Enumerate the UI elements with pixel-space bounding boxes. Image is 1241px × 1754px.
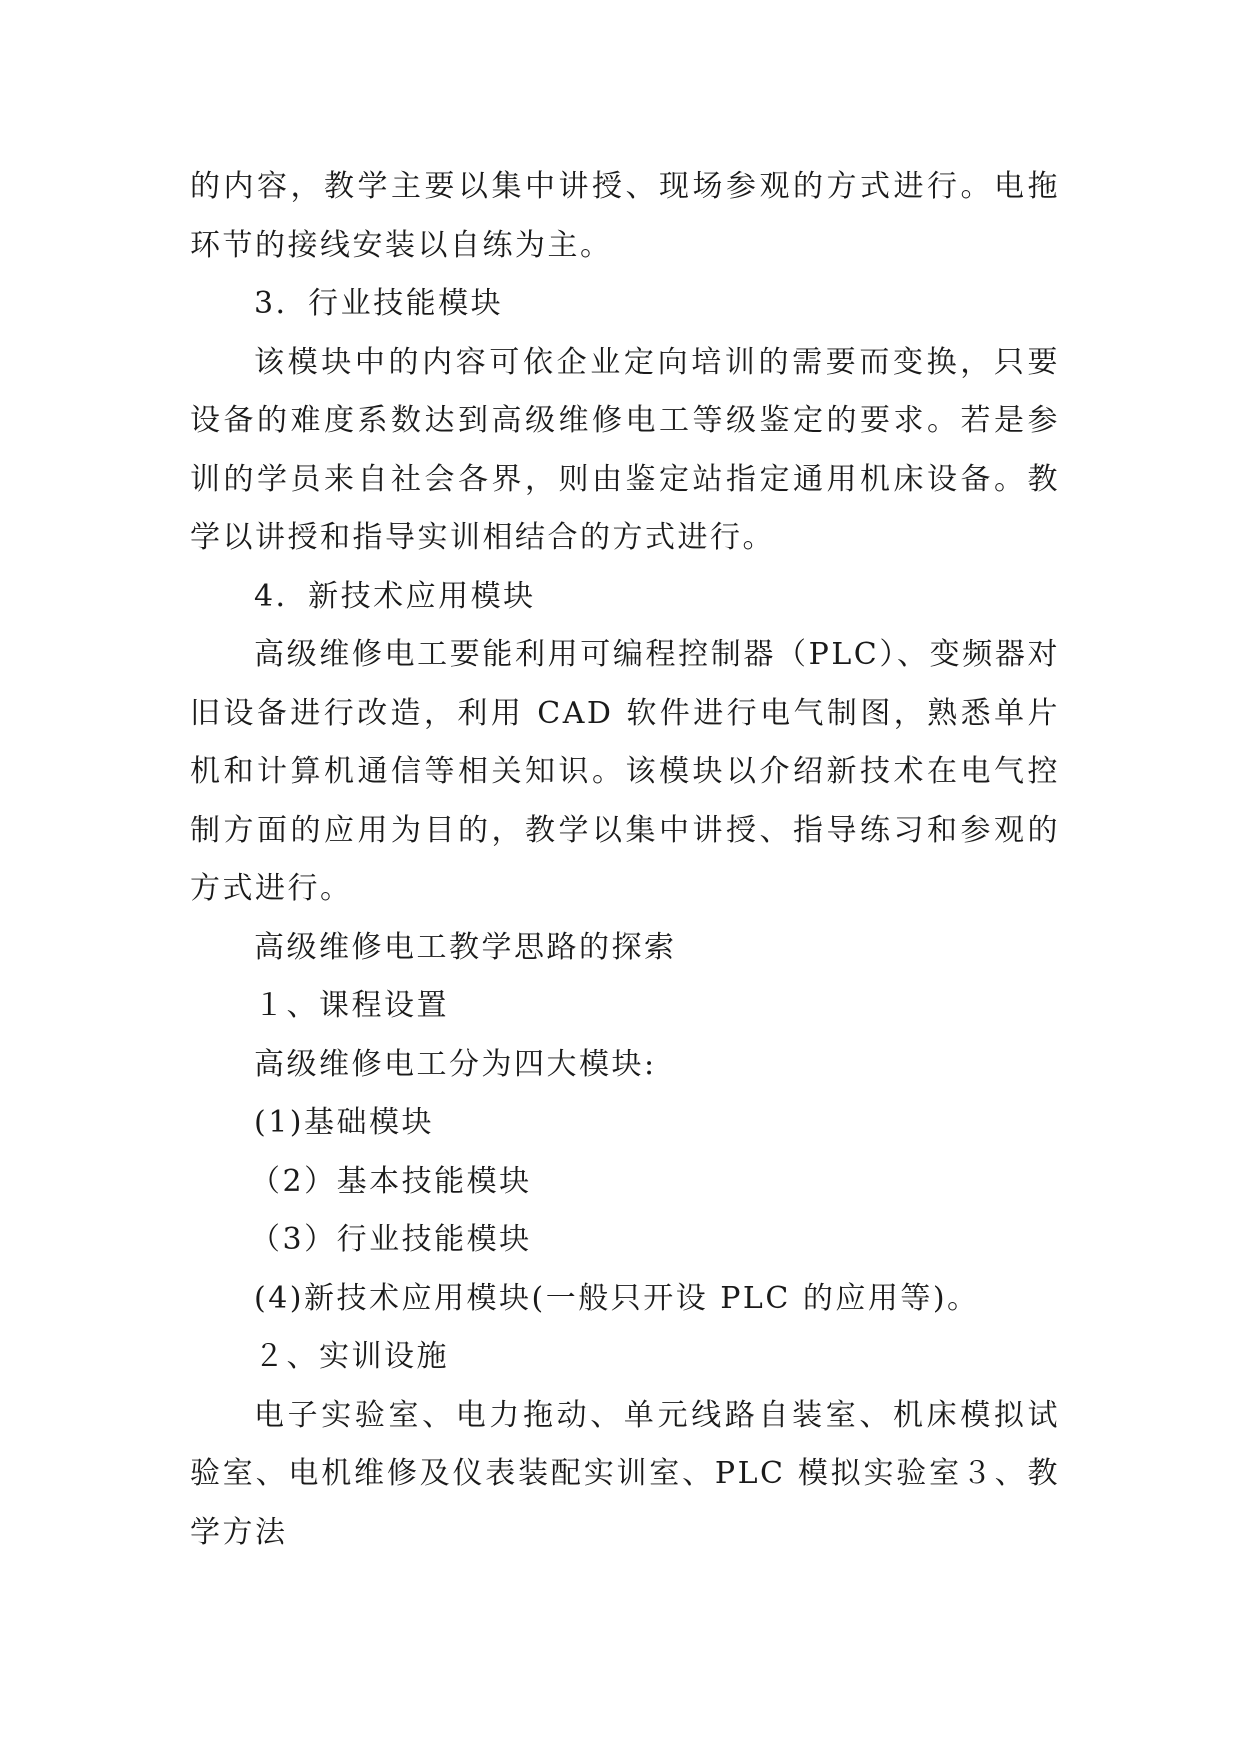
paragraph-continuation: 的内容，教学主要以集中讲授、现场参观的方式进行。电拖环节的接线安装以自练为主。 (190, 169, 1060, 263)
list-item-new-tech-module: (4)新技术应用模块(一般只开设 PLC 的应用等)。 (254, 1280, 980, 1316)
paragraph-four-modules-intro: 高级维修电工分为四大模块: (254, 1046, 657, 1082)
paragraph-new-tech: 高级维修电工要能利用可编程控制器（PLC）、变频器对旧设备进行改造，利用 CAD 软件进行电气制图，熟悉单片机和计算机通信等相关知识。该模块以介绍新技术在电气控制方面的应用为目的，教学以集中讲授、指导练习和参观的方式进行。 (190, 637, 1060, 906)
paragraph-industry-skills: 该模块中的内容可依企业定向培训的需要而变换，只要设备的难度系数达到高级维修电工等级鉴定的要求。若是参训的学员来自社会各界，则由鉴定站指定通用机床设备。教学以讲授和指导实训相结合的方式进行。 (190, 344, 1060, 555)
section-heading-teaching-approach: 高级维修电工教学思路的探索 (254, 929, 677, 965)
section-heading-new-tech: 4．新技术应用模块 (254, 578, 536, 614)
list-item-industry-skills-module: （3）行业技能模块 (250, 1222, 532, 1257)
section-heading-industry-skills: 3．行业技能模块 (254, 286, 504, 321)
document-body (190, 158, 1060, 1562)
paragraph-training-facilities: 电子实验室、电力拖动、单元线路自装室、机床模拟试验室、电机维修及仪表装配实训室、PLC 模拟实验室３、教学方法 (190, 1397, 1060, 1550)
subheading-training-facilities: ２、实训设施 (254, 1339, 449, 1374)
list-item-basic-module: (1)基础模块 (254, 1105, 434, 1140)
subheading-course-setup: １、课程设置 (254, 988, 449, 1023)
list-item-basic-skills-module: （2）基本技能模块 (250, 1163, 532, 1199)
